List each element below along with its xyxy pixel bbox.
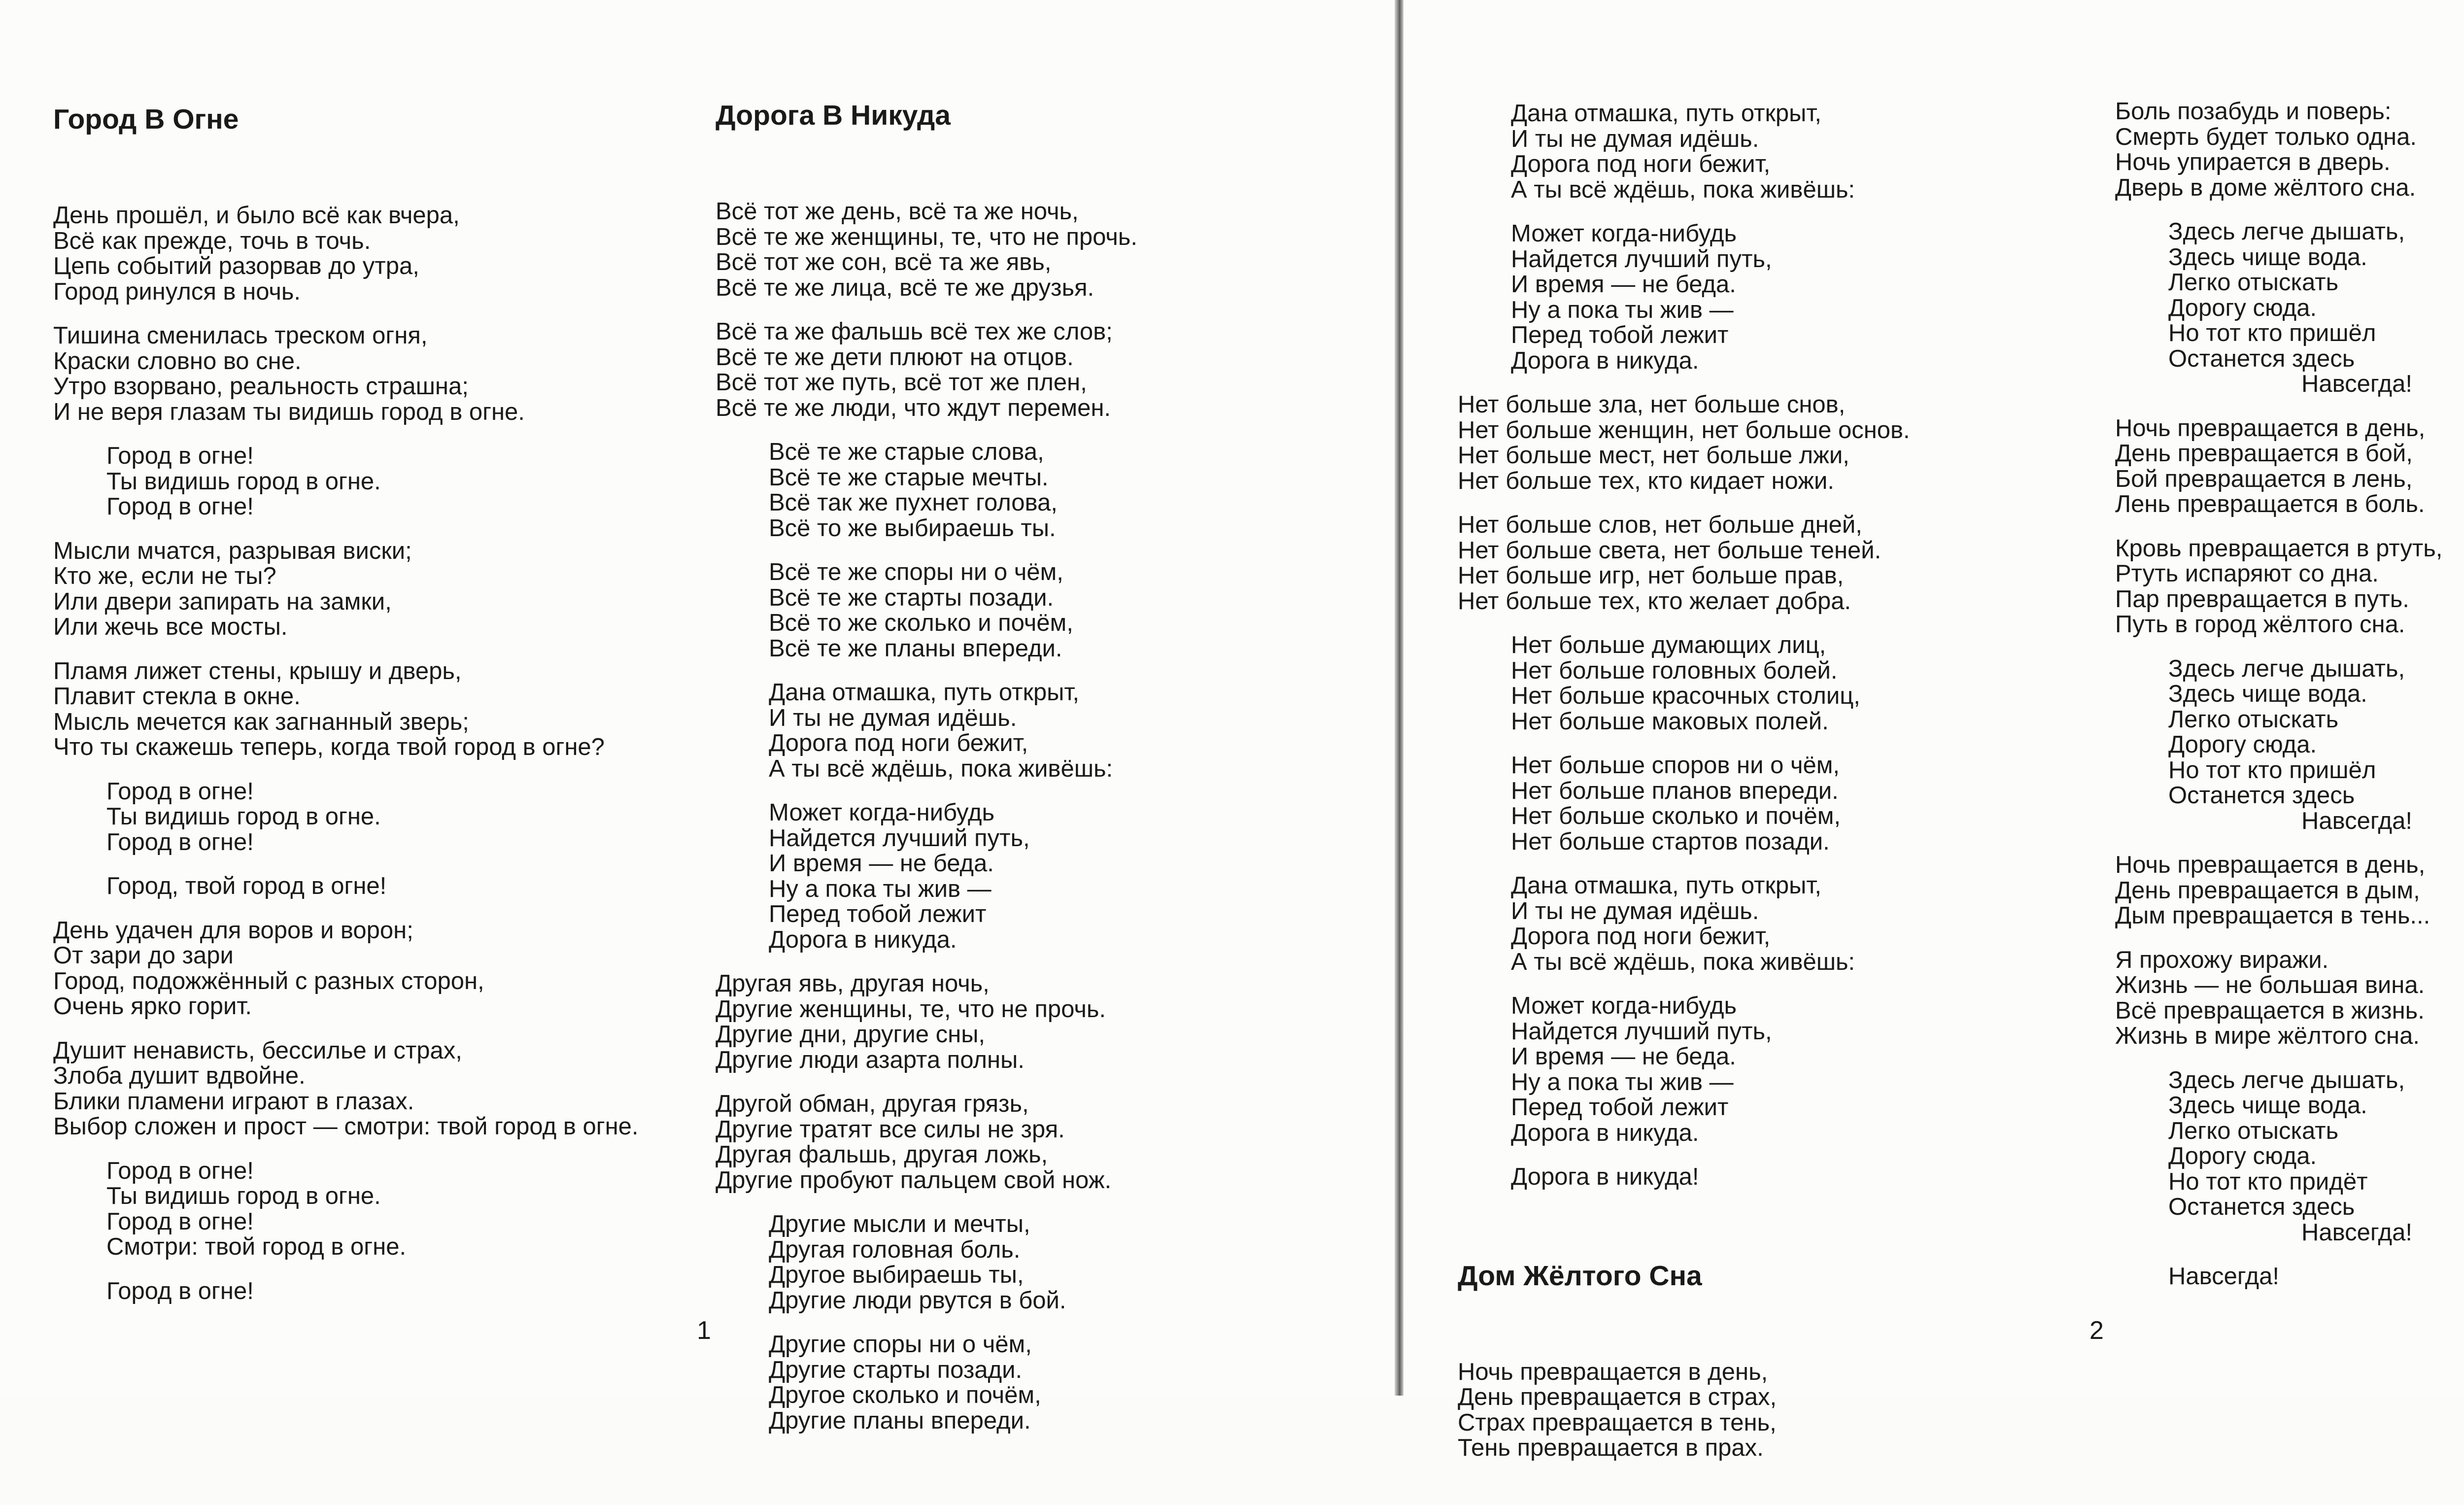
lyric-line: Бой превращается в лень,: [2115, 465, 2413, 492]
lyric-line: Но тот кто пришёл: [2168, 320, 2376, 346]
stanza: [1458, 753, 1910, 855]
stanza: [2115, 948, 2442, 1049]
lyric-line: Или двери запирать на замки,: [53, 588, 392, 615]
lyric-line: А ты всё ждёшь, пока живёшь:: [769, 755, 1113, 782]
lyric-line: Нет больше тех, кто кидает ножи.: [1458, 467, 1834, 494]
lyric-line: Ночь превращается в день,: [2115, 414, 2426, 442]
lyric-line: Всё то же выбираешь ты.: [769, 514, 1056, 542]
lyric-line: Кто же, если не ты?: [53, 563, 276, 589]
song-title: Город В Огне: [53, 103, 239, 135]
stanza: [2115, 416, 2442, 517]
lyric-line: Ну а пока ты жив —: [1511, 1068, 1734, 1095]
lyric-line: День удачен для воров и ворон;: [53, 917, 413, 944]
lyric-line: Нет больше слов, нет больше дней,: [1458, 512, 1862, 538]
lyric-line: Блики пламени играют в глазах.: [53, 1088, 414, 1115]
song-column-1: [53, 52, 639, 1348]
song-column-3: [1458, 50, 1910, 1505]
lyric-line: Здесь чище вода.: [2168, 243, 2367, 271]
lyric-line: Навсегда!: [2168, 1263, 2279, 1290]
lyric-line: Здесь легче дышать,: [2168, 655, 2405, 682]
lyric-line: Другая головная боль.: [769, 1236, 1021, 1263]
lyric-line: Город, подожжённый с разных сторон,: [53, 967, 484, 994]
lyric-line: Я прохожу виражи.: [2115, 946, 2329, 973]
lyric-line: Другое выбираешь ты,: [769, 1262, 1024, 1288]
lyric-line: Перед тобой лежит: [1511, 322, 1729, 348]
stanza: [716, 1332, 1137, 1434]
lyric-line: И время — не беда.: [1511, 271, 1736, 298]
lyric-line: Нет больше игр, нет больше прав,: [1458, 562, 1844, 589]
stanza: [716, 1212, 1137, 1313]
lyric-line: Останется здесь: [2168, 345, 2355, 372]
lyric-line: Но тот кто придёт: [2168, 1168, 2368, 1195]
stanza: [716, 800, 1137, 953]
lyric-line: Всё те же планы впереди.: [769, 635, 1062, 662]
stanza: [53, 539, 639, 640]
lyric-line: Ну а пока ты жив —: [1511, 296, 1734, 323]
stanza: [53, 659, 639, 760]
lyric-line: Всё те же старые слова,: [769, 439, 1044, 465]
lyric-line: Город в огне!: [106, 1277, 254, 1304]
lyric-line: Дым превращается в тень...: [2115, 902, 2430, 929]
song-column-4: [2115, 48, 2442, 1334]
lyric-line: Жизнь в мире жёлтого сна.: [2115, 1023, 2420, 1049]
lyric-line: День превращается в бой,: [2115, 440, 2413, 467]
lyric-line: Здесь чище вода.: [2168, 1092, 2367, 1119]
lyric-line: Мысли мчатся, разрывая виски;: [53, 537, 412, 564]
lyric-line: Ночь упирается в дверь.: [2115, 149, 2391, 175]
stanza-list: [53, 203, 639, 1304]
lyric-line: Смотри: твой город в огне.: [106, 1233, 407, 1260]
lyric-line: Другая фальшь, другая ложь,: [716, 1141, 1048, 1168]
lyric-line: Нет больше стартов позади.: [1511, 828, 1830, 855]
lyric-line: Перед тобой лежит: [769, 901, 987, 927]
lyric-line: Перед тобой лежит: [1511, 1094, 1729, 1121]
stanza: [2115, 656, 2442, 834]
lyric-line: Нет больше думающих лиц,: [1511, 632, 1826, 658]
lyric-line: Легко отыскать: [2168, 706, 2339, 733]
lyric-line: Ртуть испаряют со дна.: [2115, 560, 2379, 587]
song-title: Дорога В Никуда: [716, 100, 951, 131]
lyric-line: Другие дни, другие сны,: [716, 1021, 986, 1048]
lyric-line-end: Навсегда!: [2301, 1219, 2412, 1246]
stanza: [53, 1038, 639, 1140]
stanza: [716, 680, 1137, 782]
lyric-line: День превращается в страх,: [1458, 1384, 1777, 1410]
lyric-line: Дана отмашка, путь открыт,: [1511, 872, 1821, 899]
lyric-line: Найдется лучший путь,: [769, 824, 1030, 852]
stanza: [1458, 221, 1910, 374]
lyric-line: Нет больше сколько и почём,: [1511, 803, 1841, 829]
lyric-line: Всё как прежде, точь в точь.: [53, 227, 371, 254]
stanza: [716, 440, 1137, 541]
lyric-line: Всё те же старые мечты.: [769, 464, 1049, 491]
lyric-line: Нет больше планов впереди.: [1511, 777, 1839, 804]
lyric-line: Всё тот же день, всё та же ночь,: [716, 198, 1079, 225]
lyric-line: От зари до зари: [53, 942, 234, 969]
lyric-line: Нет больше споров ни о чём,: [1511, 752, 1840, 779]
lyric-line: Утро взорвано, реальность страшна;: [53, 373, 469, 400]
stanza: [716, 560, 1137, 661]
song-title: Дом Жёлтого Сна: [1458, 1260, 1702, 1292]
lyric-line: Найдется лучший путь,: [1511, 1018, 1772, 1045]
stanza: [716, 1092, 1137, 1193]
lyric-line: Другое сколько и почём,: [769, 1382, 1041, 1408]
lyric-line: Легко отыскать: [2168, 1117, 2339, 1144]
lyric-line: Другие планы впереди.: [769, 1407, 1031, 1434]
stanza: [53, 779, 639, 855]
stanza-list: [716, 199, 1137, 1434]
lyric-line: И ты не думая идёшь.: [769, 704, 1017, 731]
lyric-line: Другие пробуют пальцем свой нож.: [716, 1166, 1112, 1194]
lyric-line: Всё превращается в жизнь.: [2115, 997, 2425, 1024]
lyric-line: Дорога под ноги бежит,: [1511, 151, 1771, 177]
song-column-2: [716, 48, 1137, 1478]
lyric-line: Дорога в никуда.: [1511, 347, 1699, 374]
lyric-line: Всё те же женщины, те, что не прочь.: [716, 223, 1137, 250]
lyric-line: Тень превращается в прах.: [1458, 1435, 1764, 1461]
lyric-line: Нет больше маковых полей.: [1511, 708, 1829, 735]
page-number: 1: [697, 1316, 711, 1345]
lyric-line: Цепь событий разорвав до утра,: [53, 253, 419, 279]
lyric-line: Найдется лучший путь,: [1511, 245, 1772, 273]
stanza: [1458, 873, 1910, 975]
lyric-line: Ты видишь город в огне.: [106, 1183, 381, 1209]
lyric-line: Всё те же старты позади.: [769, 584, 1054, 611]
stanza: [1458, 1164, 1910, 1190]
stanza: [53, 323, 639, 425]
stanza: [2115, 853, 2442, 929]
lyric-line: Другие женщины, те, что не прочь.: [716, 995, 1106, 1023]
lyric-line: Очень ярко горит.: [53, 993, 252, 1020]
lyric-line: Дорога под ноги бежит,: [1511, 923, 1771, 950]
lyric-line: Другие споры ни о чём,: [769, 1331, 1032, 1358]
lyric-line: И время — не беда.: [1511, 1043, 1736, 1070]
stanza: [53, 918, 639, 1020]
lyric-line: Другие люди азарта полны.: [716, 1046, 1025, 1073]
lyric-line: Другой обман, другая грязь,: [716, 1091, 1029, 1117]
lyric-line: Другие люди рвутся в бой.: [769, 1287, 1066, 1314]
lyric-line: Здесь легче дышать,: [2168, 218, 2405, 245]
lyric-line: Выбор сложен и прост — смотри: твой город в огне.: [53, 1113, 639, 1140]
lyric-line: Всё так же пухнет голова,: [769, 489, 1058, 516]
stanza-list: [1458, 1360, 1910, 1461]
lyric-line: Всё та же фальшь всё тех же слов;: [716, 318, 1113, 345]
lyric-line: Но тот кто пришёл: [2168, 756, 2376, 784]
lyric-line: Город, твой город в огне!: [106, 873, 387, 899]
lyric-line: Город в огне!: [106, 1208, 254, 1235]
lyric-line: Нет больше головных болей.: [1511, 657, 1838, 684]
lyric-line: И ты не думая идёшь.: [1511, 125, 1759, 152]
stanza: [53, 444, 639, 520]
lyric-line: И не веря глазам ты видишь город в огне.: [53, 398, 525, 425]
lyric-line: Нет больше мест, нет больше лжи,: [1458, 442, 1849, 469]
stanza: [2115, 1264, 2442, 1290]
lyric-line: Плавит стекла в окне.: [53, 683, 301, 710]
lyric-line: Или жечь все мосты.: [53, 614, 288, 640]
lyric-line: Дорога в никуда.: [1511, 1119, 1699, 1146]
lyric-line: Злоба душит вдвойне.: [53, 1062, 306, 1089]
lyric-line: Путь в город жёлтого сна.: [2115, 611, 2405, 638]
lyric-line: День превращается в дым,: [2115, 877, 2420, 904]
book-fold: [1395, 0, 1403, 1396]
lyric-line: Другие тратят все силы не зря.: [716, 1116, 1065, 1143]
lyric-line: Всё тот же сон, всё та же явь,: [716, 249, 1052, 275]
stanza: [2115, 219, 2442, 397]
stanza: [1458, 513, 1910, 614]
lyric-line: Всё тот же путь, всё тот же плен,: [716, 369, 1087, 396]
lyric-line: Боль позабудь и поверь:: [2115, 98, 2392, 125]
lyric-line: День прошёл, и было всё как вчера,: [53, 202, 460, 229]
stanza: [1458, 1360, 1910, 1461]
lyric-line: Другие старты позади.: [769, 1356, 1023, 1383]
stanza: [53, 203, 639, 305]
lyric-line: Мысль мечется как загнанный зверь;: [53, 708, 469, 735]
stanza: [2115, 536, 2442, 638]
lyric-line: Душит ненависть, бессилье и страх,: [53, 1037, 462, 1064]
lyric-line: А ты всё ждёшь, пока живёшь:: [1511, 948, 1855, 975]
stanza: [1458, 392, 1910, 494]
lyric-line: Всё те же лица, всё те же друзья.: [716, 274, 1095, 301]
lyric-line: Может когда-нибудь: [1511, 992, 1737, 1019]
lyric-line: Может когда-нибудь: [1511, 220, 1737, 247]
lyric-line: Другая явь, другая ночь,: [716, 970, 990, 997]
lyric-line: Смерть будет только одна.: [2115, 123, 2417, 150]
lyric-line: Всё то же сколько и почём,: [769, 610, 1073, 636]
lyric-line: Дверь в доме жёлтого сна.: [2115, 174, 2416, 201]
lyric-line: Город в огне!: [106, 828, 254, 855]
lyric-line: Нет больше красочных столиц,: [1511, 683, 1860, 709]
lyric-line: Жизнь — не большая вина.: [2115, 972, 2425, 998]
lyric-line: Тишина сменилась треском огня,: [53, 322, 428, 349]
lyric-line: Нет больше зла, нет больше снов,: [1458, 391, 1846, 418]
stanza-list: [1458, 101, 1910, 1190]
lyric-line: Нет больше тех, кто желает добра.: [1458, 587, 1851, 615]
lyric-line: Ты видишь город в огне.: [106, 803, 381, 830]
stanza: [53, 1279, 639, 1304]
lyric-line: Ночь превращается в день,: [2115, 852, 2426, 878]
stanza: [53, 1159, 639, 1260]
lyric-line: Краски словно во сне.: [53, 347, 302, 375]
lyric-line: Город в огне!: [106, 443, 254, 469]
lyric-line: Город в огне!: [106, 778, 254, 805]
lyric-line: И время — не беда.: [769, 850, 994, 877]
lyric-line: Кровь превращается в ртуть,: [2115, 535, 2443, 562]
lyric-line: Дорогу сюда.: [2168, 294, 2317, 321]
lyric-line: Дана отмашка, путь открыт,: [1511, 100, 1821, 127]
lyric-line: Страх превращается в тень,: [1458, 1409, 1777, 1436]
lyric-line: И ты не думая идёшь.: [1511, 897, 1759, 924]
lyric-line: Дорога под ноги бежит,: [769, 730, 1028, 756]
stanza: [716, 319, 1137, 421]
lyric-line: А ты всё ждёшь, пока живёшь:: [1511, 176, 1855, 203]
lyric-line: Дана отмашка, путь открыт,: [769, 679, 1079, 706]
stanza: [1458, 101, 1910, 203]
lyric-line: Ну а пока ты жив —: [769, 875, 992, 902]
stanza: [2115, 99, 2442, 201]
stanza: [2115, 1068, 2442, 1246]
stanza: [716, 199, 1137, 301]
lyric-line: Ты видишь город в огне.: [106, 468, 381, 495]
lyric-line: Здесь легче дышать,: [2168, 1066, 2405, 1094]
stanza: [53, 874, 639, 899]
lyric-line: Может когда-нибудь: [769, 799, 995, 826]
lyric-line: Дорогу сюда.: [2168, 731, 2317, 758]
lyric-line: Нет больше женщин, нет больше основ.: [1458, 416, 1910, 444]
lyric-line: Останется здесь: [2168, 782, 2355, 809]
lyric-line: Дорогу сюда.: [2168, 1143, 2317, 1169]
page-number: 2: [2089, 1316, 2104, 1345]
lyric-line-end: Навсегда!: [2301, 807, 2412, 834]
lyric-line: Город в огне!: [106, 1157, 254, 1184]
lyric-line: Пламя лижет стены, крышу и дверь,: [53, 657, 462, 684]
stanza: [1458, 633, 1910, 734]
lyric-line: Дорога в никуда.: [769, 926, 957, 953]
lyric-line: Пар превращается в путь.: [2115, 585, 2409, 613]
lyric-line: Город ринулся в ночь.: [53, 278, 301, 305]
lyric-line: Здесь чище вода.: [2168, 681, 2367, 707]
lyric-line: Город в огне!: [106, 493, 254, 520]
stanza: [716, 971, 1137, 1073]
lyric-line: Другие мысли и мечты,: [769, 1211, 1030, 1237]
lyric-line: Всё те же дети плюют на отцов.: [716, 343, 1074, 371]
lyric-line: Всё те же люди, что ждут перемен.: [716, 394, 1111, 421]
lyric-line: Легко отыскать: [2168, 269, 2339, 296]
lyric-line: Лень превращается в боль.: [2115, 491, 2425, 517]
lyric-line: Ночь превращается в день,: [1458, 1358, 1768, 1385]
stanza: [1458, 993, 1910, 1146]
lyric-line: Нет больше света, нет больше теней.: [1458, 537, 1882, 564]
lyric-line: Дорога в никуда!: [1511, 1163, 1699, 1190]
lyric-line-end: Навсегда!: [2301, 371, 2412, 397]
stanza-list: [2115, 99, 2442, 1290]
lyric-line: Что ты скажешь теперь, когда твой город в огне?: [53, 734, 605, 760]
lyric-line: Всё те же споры ни о чём,: [769, 559, 1063, 585]
lyric-line: Останется здесь: [2168, 1194, 2355, 1220]
